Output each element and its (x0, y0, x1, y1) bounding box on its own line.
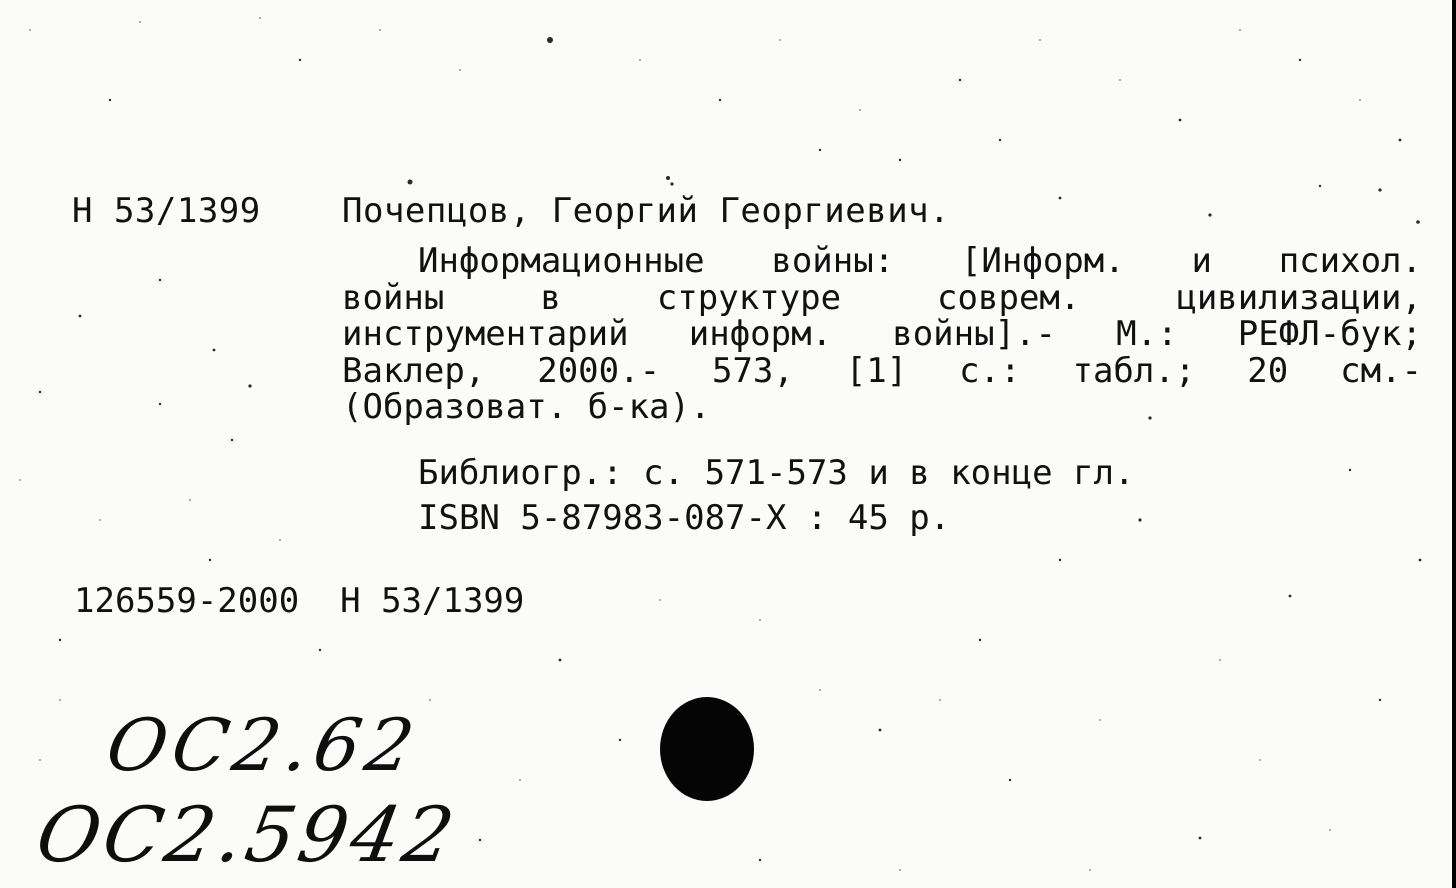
description-line: инструментарий информ. войны].- М.: РЕФЛ-бук; (342, 314, 1422, 355)
description-line: войны в структуре соврем. цивилизации, (342, 277, 1422, 318)
accession-shelfmark: Н 53/1399 (340, 581, 525, 621)
card-edge (1452, 0, 1456, 888)
bibliographic-description (342, 243, 1422, 426)
isbn-note: ISBN 5-87983-087-X : 45 р. (418, 498, 951, 538)
punch-hole (660, 697, 754, 801)
accession-number: 126559-2000 (74, 581, 300, 621)
description-line: Информационные войны: [Информ. и психол. (418, 241, 1422, 281)
handwritten-classification-2: ОС2.5942 (30, 790, 465, 879)
handwritten-classification-1: ОС2.62 (100, 703, 426, 787)
accession-line (74, 583, 524, 619)
bibliography-note: Библиогр.: с. 571-573 и в конце гл. (418, 453, 1135, 493)
shelfmark: Н 53/1399 (72, 191, 261, 231)
description-line: Ваклер, 2000.- 573, [1] с.: табл.; 20 см.- (342, 350, 1422, 391)
description-line: (Образоват. б-ка). (342, 387, 711, 428)
author-heading: Почепцов, Георгий Георгиевич. (342, 191, 951, 231)
